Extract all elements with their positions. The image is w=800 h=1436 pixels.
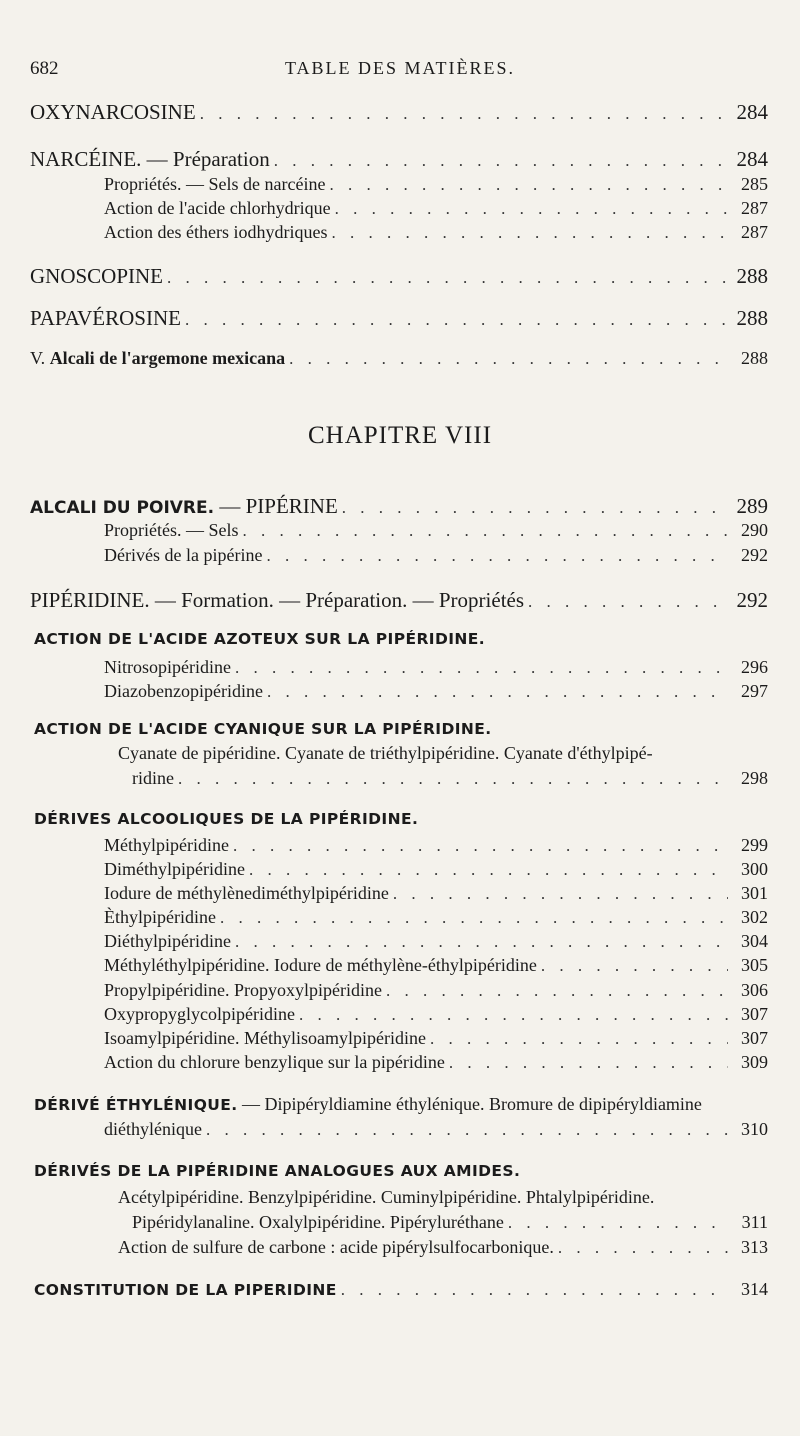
toc-entry: OXYNARCOSINE . . . 284 xyxy=(30,100,768,125)
toc-entry: diéthylénique . . . 310 xyxy=(104,1119,768,1140)
toc-entry: NARCÉINE. — Préparation . . . 284 xyxy=(30,147,768,172)
section-heading: DÉRIVÉ ÉTHYLÉNIQUE. — Dipipéryldiamine éthylénique. Bromure de dipipéryldiamine xyxy=(34,1094,702,1114)
toc-entry: Iodure de méthylènediméthylpipéridine . . . 301 xyxy=(104,883,768,904)
toc-entry: Action de l'acide chlorhydrique . . . 287 xyxy=(104,198,768,219)
toc-entry: Isoamylpipéridine. Méthylisoamylpipéridine . . . 307 xyxy=(104,1028,768,1049)
toc-entry: Diéthylpipéridine . . . 304 xyxy=(104,931,768,952)
toc-entry: PIPÉRIDINE. — Formation. — Préparation. — Propriétés . . . 292 xyxy=(30,588,768,613)
toc-entry: CONSTITUTION DE LA PIPERIDINE . . . 314 xyxy=(34,1279,768,1300)
toc-entry: Propylpipéridine. Propyoxylpipéridine . . . 306 xyxy=(104,980,768,1001)
section-heading: ACTION DE L'ACIDE CYANIQUE SUR LA PIPÉRIDINE. xyxy=(34,720,492,738)
toc-entry: Diméthylpipéridine . . . 300 xyxy=(104,859,768,880)
toc-entry: V. Alcali de l'argemone mexicana . . . 288 xyxy=(30,348,768,369)
section-heading: DÉRIVÉS DE LA PIPÉRIDINE ANALOGUES AUX AMIDES. xyxy=(34,1162,521,1180)
toc-entry: Méthyléthylpipéridine. Iodure de méthylène-éthylpipéridine . . . 305 xyxy=(104,955,768,976)
toc-entry: GNOSCOPINE . . . 288 xyxy=(30,264,768,289)
toc-entry: Èthylpipéridine . . . 302 xyxy=(104,907,768,928)
toc-entry: Pipéridylanaline. Oxalylpipéridine. Pipéryluréthane . . . 311 xyxy=(132,1212,768,1233)
toc-entry: ALCALI DU POIVRE. — PIPÉRINE . . . 289 xyxy=(30,494,768,519)
toc-entry: Nitrosopipéridine . . . 296 xyxy=(104,657,768,678)
section-heading: ACTION DE L'ACIDE AZOTEUX SUR LA PIPÉRIDINE. xyxy=(34,630,486,648)
toc-entry: Oxypropyglycolpipéridine . . . 307 xyxy=(104,1004,768,1025)
toc-entry: Propriétés. — Sels de narcéine . . . 285 xyxy=(104,174,768,195)
paragraph-line: Acétylpipéridine. Benzylpipéridine. Cuminylpipéridine. Phtalylpipéridine. xyxy=(118,1187,655,1207)
toc-entry: Méthylpipéridine . . . 299 xyxy=(104,835,768,856)
toc-entry: Dérivés de la pipérine . . . 292 xyxy=(104,545,768,566)
page-header xyxy=(30,58,770,86)
page-number: 682 xyxy=(30,58,59,79)
toc-entry: Propriétés. — Sels . . . 290 xyxy=(104,520,768,541)
toc-entry: Action des éthers iodhydriques . . . 287 xyxy=(104,222,768,243)
toc-entry: PAPAVÉROSINE . . . 288 xyxy=(30,306,768,331)
section-heading: DÉRIVES ALCOOLIQUES DE LA PIPÉRIDINE. xyxy=(34,810,419,828)
chapter-heading: CHAPITRE VIII xyxy=(307,422,493,449)
toc-entry: Action de sulfure de carbone : acide pipérylsulfocarbonique. . . . 313 xyxy=(118,1237,768,1258)
running-title: TABLE DES MATIÈRES. xyxy=(284,58,516,78)
paragraph-line: Cyanate de pipéridine. Cyanate de triéthylpipéridine. Cyanate d'éthylpipé- xyxy=(118,743,653,763)
toc-entry: Action du chlorure benzylique sur la pipéridine . . . 309 xyxy=(104,1052,768,1073)
toc-entry: ridine . . . 298 xyxy=(132,768,768,789)
toc-entry: Diazobenzopipéridine . . . 297 xyxy=(104,681,768,702)
